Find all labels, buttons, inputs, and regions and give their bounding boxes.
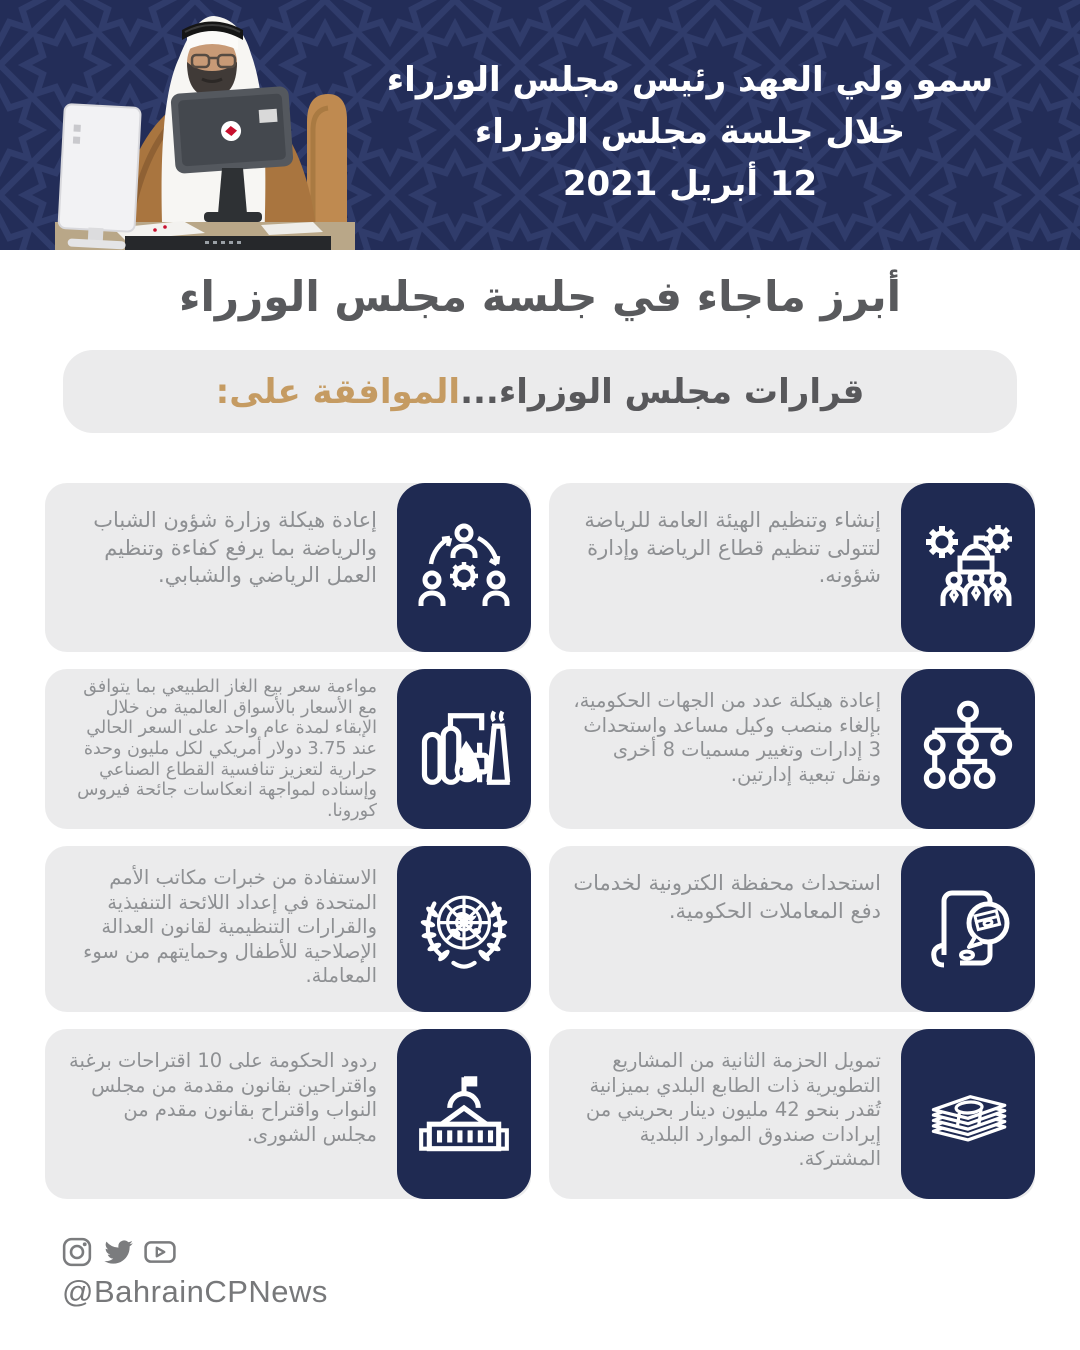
header-caption-line2: خلال جلسة مجلس الوزراء xyxy=(474,112,906,152)
card-ewallet xyxy=(549,846,1035,1012)
card-icon-box xyxy=(397,846,531,1012)
card-icon-box xyxy=(397,483,531,652)
footer xyxy=(62,1236,328,1310)
subtitle-text: قرارات مجلس الوزراء... xyxy=(460,371,865,412)
card-sports-authority xyxy=(549,483,1035,652)
united-nations-icon xyxy=(411,876,517,982)
card-icon-box xyxy=(397,1029,531,1199)
card-parliament-responses xyxy=(45,1029,531,1199)
card-icon-box xyxy=(901,846,1035,1012)
card-text: إعادة هيكلة وزارة شؤون الشباب والرياضة بما يرفع كفاءة وتنظيم العمل الرياضي والشبابي. xyxy=(93,508,377,588)
org-chart-icon xyxy=(916,697,1020,801)
card-text: إنشاء وتنظيم الهيئة العامة للرياضة لتتولى تنظيم قطاع الرياضة وإدارة شؤونه. xyxy=(584,508,881,588)
gears-institution-icon xyxy=(918,518,1018,618)
page-title: أبرز ماجاء في جلسة مجلس الوزراء xyxy=(179,272,901,321)
card-text: تمويل الحزمة الثانية من المشاريع التطويرية ذات الطابع البلدي بميزانية تُقدر بنحو 42 مليون دينار بحريني من إيرادات صندوق الموارد البلدية المشتركة. xyxy=(585,1049,881,1171)
subtitle-pill xyxy=(63,350,1017,433)
instagram-icon[interactable] xyxy=(62,1237,92,1267)
card-text: مواءمة سعر بيع الغاز الطبيعي بما يتوافق مع الأسعار بالأسواق العالمية من خلال الإبقاء لمدة عام واحد على السعر الحالي عند 3.75 دولار أمريكي لكل مليون وحدة حرارية لتعزيز تنافسية القطاع الصناعي وإسناده لمواجهة انعكاسات جائحة فيروس كورونا. xyxy=(77,677,377,821)
mobile-payment-icon xyxy=(918,879,1018,979)
card-icon-box xyxy=(901,1029,1035,1199)
card-gov-restructure xyxy=(549,669,1035,829)
card-icon-box xyxy=(901,669,1035,829)
parliament-icon xyxy=(413,1063,515,1165)
decisions-grid xyxy=(45,483,1035,1199)
card-gas-price xyxy=(45,669,531,829)
card-text: استحداث محفظة الكترونية لخدمات دفع المعاملات الحكومية. xyxy=(573,871,881,923)
header-caption xyxy=(360,54,1020,210)
header-banner xyxy=(0,0,1080,250)
team-gear-arrows-icon xyxy=(414,518,514,618)
card-un-offices xyxy=(45,846,531,1012)
card-text: ردود الحكومة على 10 اقتراحات برغبة واقتراحين بقانون مقدمة من مجلس النواب واقتراح بقانون مقدم من مجلس الشورى. xyxy=(69,1049,377,1146)
header-caption-date: 12 أبريل 2021 xyxy=(562,164,818,204)
card-text: الاستفادة من خبرات مكاتب الأمم المتحدة في إعداد اللائحة التنفيذية والقرارات التنظيمية لقانون العدالة الإصلاحية للأطفال وحمايتهم من سوء المعاملة. xyxy=(83,866,377,988)
social-handle[interactable]: @BahrainCPNews xyxy=(62,1274,328,1309)
youtube-icon[interactable] xyxy=(144,1237,176,1267)
social-icons xyxy=(62,1236,328,1268)
gas-plant-icon xyxy=(412,697,516,801)
card-municipal-funding xyxy=(549,1029,1035,1199)
card-icon-box xyxy=(397,669,531,829)
banknotes-stack-icon xyxy=(914,1060,1022,1168)
card-text: إعادة هيكلة عدد من الجهات الحكومية، بإلغاء منصب وكيل مساعد واستحداث 3 إدارات وتغيير مسميات 8 أخرى ونقل تبعية إدارتين. xyxy=(573,689,881,786)
twitter-icon[interactable] xyxy=(102,1236,134,1268)
crown-prince-photo xyxy=(55,0,355,250)
subtitle-highlight: الموافقة على: xyxy=(215,371,461,412)
card-youth-ministry xyxy=(45,483,531,652)
header-caption-line1: سمو ولي العهد رئيس مجلس الوزراء xyxy=(386,60,994,100)
card-icon-box xyxy=(901,483,1035,652)
